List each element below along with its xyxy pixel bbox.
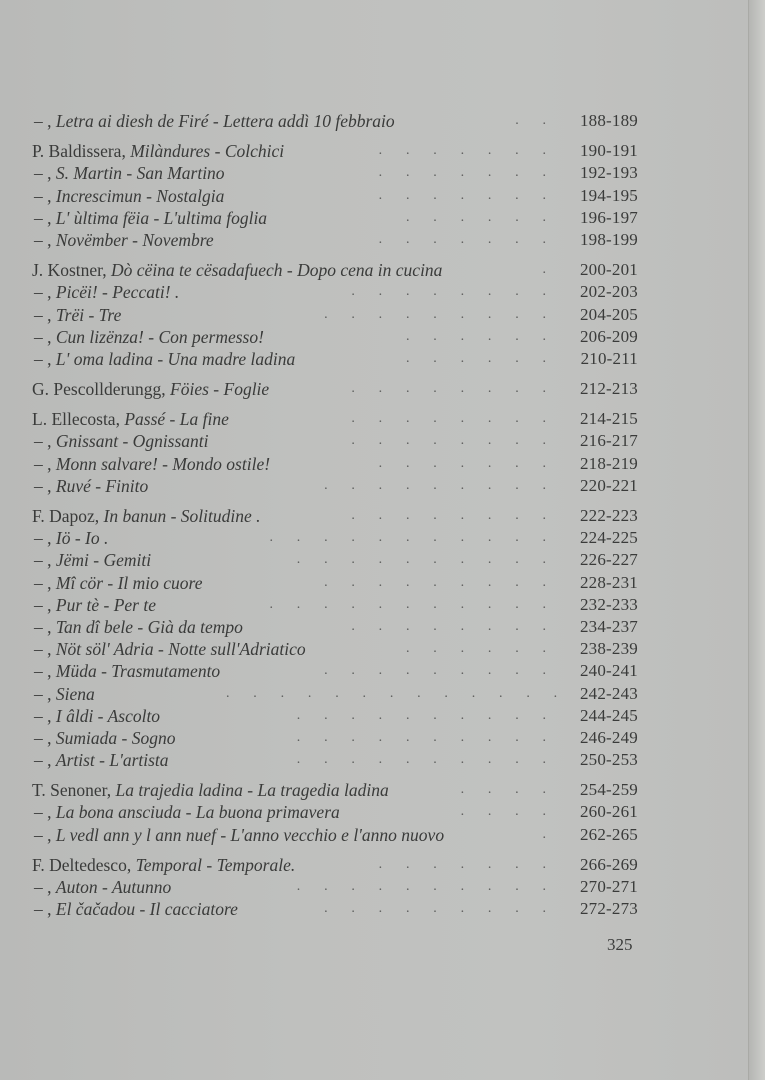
toc-entry	[32, 683, 638, 705]
toc-entry-text	[34, 876, 171, 898]
toc-leader-dots: .	[542, 826, 546, 842]
toc-page-range: 240-241	[579, 661, 638, 681]
toc-page-range: 262-265	[579, 824, 638, 844]
toc-entry-text	[34, 594, 156, 616]
toc-page-range: 214-215	[579, 409, 638, 429]
toc-page-range: 200-201	[579, 260, 638, 280]
toc-entry	[32, 705, 638, 727]
toc-entry	[32, 549, 638, 571]
toc-leader-dots: . . . . . . . . .	[324, 574, 546, 590]
toc-author: – ,	[34, 528, 52, 549]
toc-author: – ,	[34, 453, 52, 474]
toc-entry	[32, 430, 638, 452]
toc-entry	[32, 727, 638, 749]
toc-entry	[32, 660, 638, 682]
toc-author: J. Kostner,	[32, 260, 107, 281]
toc-page-range: 194-195	[579, 185, 638, 205]
toc-title: Passé - La fine	[124, 409, 229, 430]
toc-leader-dots: . . . . . .	[405, 350, 546, 366]
toc-page-range: 190-191	[579, 141, 638, 161]
toc-entry	[32, 824, 638, 846]
toc-page-range: 212-213	[579, 379, 638, 399]
toc-page-range: 242-243	[579, 683, 638, 703]
toc-title: Föies - Foglie	[170, 379, 270, 400]
toc-page-range: 226-227	[579, 550, 638, 570]
toc-title: Temporal - Temporale.	[135, 854, 296, 875]
toc-entry-text	[34, 430, 209, 452]
toc-author: – ,	[34, 594, 52, 615]
toc-title: Jëmi - Gemiti	[55, 550, 152, 571]
toc-leader-dots: . . . . . . . . .	[324, 306, 546, 322]
toc-entry	[32, 876, 638, 898]
toc-leader-dots: . . . . . . . .	[351, 411, 546, 427]
toc-author: – ,	[34, 111, 52, 131]
toc-title: Sumiada - Sogno	[55, 727, 176, 748]
toc-leader-dots: . . . . . . . .	[351, 381, 546, 397]
toc-entry-text	[34, 527, 108, 549]
toc-entry-text	[34, 281, 179, 303]
toc-page-range: 250-253	[579, 750, 638, 770]
toc-title: Trëi - Tre	[55, 304, 122, 325]
toc-page-range: 244-245	[579, 705, 638, 725]
toc-entry-text	[34, 304, 121, 326]
toc-author: – ,	[34, 802, 52, 823]
toc-leader-dots: . . . . . . .	[378, 187, 546, 203]
toc-author: – ,	[34, 727, 52, 748]
toc-leader-dots: . . . . . . . . . .	[296, 552, 546, 568]
toc-page-range: 206-209	[579, 326, 638, 346]
toc-entry-text	[34, 572, 202, 594]
toc-author: – ,	[34, 661, 52, 682]
toc-title: Auton - Autunno	[55, 877, 172, 897]
toc-entry-text	[34, 749, 169, 771]
toc-title: Increscimun - Nostalgia	[55, 185, 225, 206]
toc-entry	[32, 304, 638, 326]
toc-entry	[32, 505, 638, 527]
toc-author: – ,	[34, 163, 52, 184]
toc-title: L vedl ann y l ann nuef - L'anno vecchio e l'anno nuovo	[55, 824, 445, 845]
toc-title: L' oma ladina - Una madre ladina	[55, 348, 296, 369]
toc-title: Picëi! - Peccati! .	[55, 282, 180, 303]
toc-page-range: 218-219	[579, 453, 638, 473]
toc-page-range: 270-271	[579, 877, 638, 896]
toc-title: L' ùltima fëia - L'ultima foglia	[55, 207, 268, 228]
toc-leader-dots: . . . . . . . . .	[324, 901, 546, 917]
toc-leader-dots: . . . . . . . . . . .	[269, 530, 546, 546]
toc-page-range: 224-225	[579, 528, 638, 548]
toc-page-range: 238-239	[579, 639, 638, 659]
toc-entry	[32, 572, 638, 594]
toc-title: Siena	[55, 683, 95, 704]
toc-entry	[32, 898, 638, 920]
toc-leader-dots: . . . . . . . . . . .	[269, 596, 546, 612]
toc-title: Letra ai diesh de Firé - Lettera addì 10 febbraio	[55, 111, 395, 131]
toc-leader-dots: . . . . . .	[405, 641, 546, 657]
toc-title: Müda - Trasmutamento	[55, 661, 221, 682]
toc-author: F. Dapoz,	[32, 506, 100, 526]
toc-title: Dò cëina te cësadafuech - Dopo cena in cucina	[111, 260, 443, 281]
toc-title: Tan dî bele - Già da tempo	[55, 616, 243, 637]
toc-entry	[32, 638, 638, 660]
toc-title: El čačadou - Il cacciatore	[55, 899, 238, 920]
toc-author: – ,	[34, 207, 52, 228]
toc-leader-dots: .	[542, 262, 546, 278]
toc-entry-text	[34, 616, 243, 638]
toc-entry	[32, 162, 638, 184]
toc-author: – ,	[34, 639, 52, 660]
toc-title: Milàndures - Colchici	[130, 141, 285, 162]
toc-entry	[32, 616, 638, 638]
toc-leader-dots: . . . . . . .	[378, 165, 546, 181]
toc-page-range: 260-261	[579, 802, 638, 822]
toc-author: – ,	[34, 326, 52, 347]
toc-page-range: 192-193	[579, 163, 638, 183]
toc-leader-dots: . . . . . . .	[378, 455, 546, 471]
toc-title: Cun lizënza! - Con permesso!	[55, 326, 264, 347]
toc-entry-text	[34, 549, 151, 571]
toc-entry	[32, 229, 638, 251]
toc-author: – ,	[34, 572, 52, 593]
toc-entry	[32, 779, 638, 801]
toc-leader-dots: . . . . . .	[405, 328, 546, 344]
toc-author: L. Ellecosta,	[32, 409, 120, 430]
page-number: 325	[607, 935, 633, 954]
toc-leader-dots: . . . . . . .	[378, 143, 546, 159]
toc-author: – ,	[34, 348, 52, 369]
toc-entry	[32, 185, 638, 207]
toc-author: – ,	[34, 877, 52, 897]
toc-entry	[32, 348, 638, 370]
toc-author: – ,	[34, 824, 52, 845]
toc-author: – ,	[34, 750, 52, 771]
toc-author: – ,	[34, 431, 52, 452]
toc-entry-text	[34, 898, 238, 920]
toc-entry	[32, 527, 638, 549]
toc-leader-dots: . . . . . . .	[378, 231, 546, 247]
toc-page-range: 232-233	[579, 594, 638, 614]
toc-title: Artist - L'artista	[55, 750, 169, 771]
toc-entry	[32, 408, 638, 430]
toc-entry	[32, 140, 638, 162]
toc-leader-dots: . . . . . . . .	[351, 618, 546, 634]
toc-page-range: 228-231	[579, 572, 638, 592]
toc-title: La trajedia ladina - La tragedia ladina	[115, 780, 389, 801]
toc-entry	[32, 801, 638, 823]
toc-leader-dots: . . . . . . . . .	[324, 663, 546, 679]
toc-entry	[32, 594, 638, 616]
table-of-contents	[32, 110, 638, 920]
toc-entry-text	[34, 475, 148, 497]
toc-leader-dots: . . . . . . . . . . . . .	[226, 685, 558, 701]
toc-entry-text	[34, 185, 224, 207]
toc-author: – ,	[34, 616, 52, 637]
toc-title: Ruvé - Finito	[55, 475, 149, 496]
toc-title: S. Martin - San Martino	[55, 163, 225, 184]
page-edge	[748, 0, 765, 1080]
toc-leader-dots: . . . . . . . .	[351, 508, 546, 523]
toc-page-range: 196-197	[579, 207, 638, 227]
toc-entry	[32, 326, 638, 348]
toc-page-range: 254-259	[579, 780, 638, 800]
toc-entry-text	[34, 683, 95, 705]
toc-title: Gnissant - Ognissanti	[55, 431, 209, 452]
toc-entry	[32, 475, 638, 497]
toc-author: – ,	[34, 475, 52, 496]
toc-page-range: 272-273	[579, 899, 638, 919]
toc-page-range: 266-269	[579, 854, 638, 874]
toc-entry	[32, 259, 638, 281]
toc-author: – ,	[34, 683, 52, 704]
toc-page-range: 246-249	[579, 727, 638, 747]
toc-leader-dots: . . . .	[460, 804, 546, 820]
toc-title: Iö - Io .	[55, 528, 109, 549]
toc-leader-dots: . . . . . . .	[378, 856, 546, 872]
toc-author: P. Baldissera,	[32, 141, 126, 162]
toc-title: Novëmber - Novembre	[55, 229, 214, 250]
toc-author: – ,	[34, 899, 52, 920]
toc-title: Pur tè - Per te	[55, 594, 156, 615]
toc-page-range: 188-189	[579, 111, 638, 130]
toc-entry	[32, 281, 638, 303]
toc-page-range: 222-223	[579, 506, 638, 525]
toc-title: La bona ansciuda - La buona primavera	[55, 802, 340, 823]
toc-author: – ,	[34, 229, 52, 250]
toc-title: I âldi - Ascolto	[55, 705, 161, 726]
toc-leader-dots: . . . . . . . . . .	[296, 729, 546, 745]
toc-author: – ,	[34, 282, 52, 303]
toc-title: Monn salvare! - Mondo ostile!	[55, 453, 271, 474]
toc-author: – ,	[34, 185, 52, 206]
toc-page-range: 198-199	[579, 229, 638, 249]
toc-page-range: 220-221	[579, 475, 638, 495]
toc-page-range: 216-217	[579, 431, 638, 451]
toc-title: Mî cör - Il mio cuore	[55, 572, 203, 593]
toc-entry	[32, 207, 638, 229]
toc-title: In banun - Solitudine .	[103, 506, 261, 526]
toc-page-range: 234-237	[579, 616, 638, 636]
toc-leader-dots: . . . . . . . . . .	[296, 879, 546, 894]
toc-leader-dots: . . . . . . . .	[351, 433, 546, 449]
toc-entry-text	[34, 727, 175, 749]
toc-author: – ,	[34, 550, 52, 571]
toc-author: – ,	[34, 304, 52, 325]
toc-entry	[32, 453, 638, 475]
toc-leader-dots: . . . . . . . . .	[324, 477, 546, 493]
toc-entry	[32, 378, 638, 400]
toc-leader-dots: . . . . . . . . . .	[296, 752, 546, 768]
toc-leader-dots: . . . . . . . . . .	[296, 707, 546, 723]
toc-entry-text	[34, 705, 160, 727]
toc-entry	[32, 854, 638, 876]
toc-leader-dots: . . . .	[460, 782, 546, 798]
toc-page-range: 202-203	[579, 282, 638, 302]
toc-entry-text	[32, 408, 229, 430]
toc-title: Nöt söl' Adria - Notte sull'Adriatico	[55, 639, 306, 660]
toc-leader-dots: . . . . . .	[405, 209, 546, 225]
toc-page-range: 204-205	[579, 304, 638, 324]
toc-author: T. Senoner,	[32, 780, 112, 801]
toc-entry-text	[34, 162, 225, 184]
toc-leader-dots: . .	[515, 113, 546, 128]
toc-entry-text	[34, 660, 220, 682]
toc-leader-dots: . . . . . . . .	[351, 284, 546, 300]
toc-entry	[32, 749, 638, 771]
toc-author: – ,	[34, 705, 52, 726]
toc-page-range: 210-211	[580, 348, 638, 368]
toc-entry	[32, 110, 638, 132]
toc-entry-text	[34, 229, 214, 251]
toc-author: F. Deltedesco,	[32, 854, 132, 875]
toc-author: G. Pescollderungg,	[32, 379, 166, 400]
